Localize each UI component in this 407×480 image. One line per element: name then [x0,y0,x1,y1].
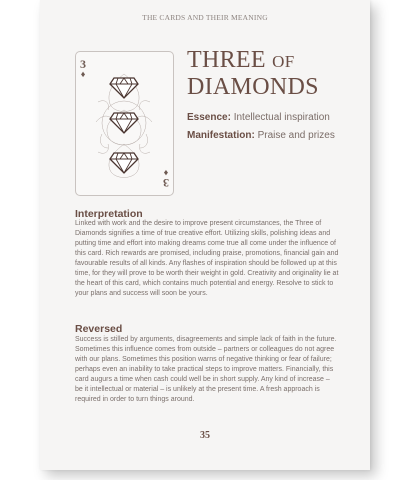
book-page [40,0,370,470]
interpretation-heading: Interpretation [75,208,143,220]
essence-label: Essence: [187,112,231,123]
manifestation-line [187,130,335,141]
reversed-heading: Reversed [75,323,123,335]
essence-value: Intellectual inspiration [233,112,330,123]
title-word: THREE [187,47,266,73]
essence-line [187,112,330,123]
interpretation-text: Linked with work and the desire to improve present circumstances, the Three of Diamonds signifies a time of true creative effort. Utilizing skills, polishing ideas and putting time and effort into making dreams come true all come under the influence of this card. Rich rewards are promised, including praise, promotions, financial gain and favourable results of all kinds. Any flashes of inspiration should be followed up at this time, for they will prove to be worth their weight in gold. Creativity and originality lie at the heart of this card, which contains much potential and energy. Resolve to stick to your plans and success will soon be yours. [75,220,339,297]
card-illustration [76,52,173,195]
card-title [187,48,319,99]
reversed-text: Success is stilled by arguments, disagreements and simple lack of faith in the future. Sometimes this influence comes from outside – partners or colleagues do not agree with our plans. Sometimes this position warns of negative thinking or fear of failure; perhaps even an inability to take practical steps to improve matters. Financially, this card augurs a time when cash could well be in short supply. Any kind of increase – be it intellectual or material – is unlikely at the present time. A fresh approach is required in order to turn things around. [75,336,337,403]
page-number: 35 [200,430,210,441]
diamond-gem-middle [110,113,138,133]
title-suit: DIAMONDS [187,74,319,100]
diamond-suit-icon: ♦ [80,69,86,79]
running-head: THE CARDS AND THEIR MEANING [142,13,268,22]
manifestation-label: Manifestation: [187,130,255,141]
diamond-suit-icon: ♦ [163,168,169,178]
diamond-gems [110,78,138,173]
diamond-gem-bottom [110,153,138,173]
card-rank: 3 [80,57,86,71]
diamond-gem-top [110,78,138,98]
card-corner-top [80,58,86,79]
playing-card-image [75,51,174,196]
title-connector: OF [272,52,295,71]
card-corner-bottom [163,168,169,189]
manifestation-value: Praise and prizes [257,130,335,141]
card-rank: 3 [163,176,169,190]
